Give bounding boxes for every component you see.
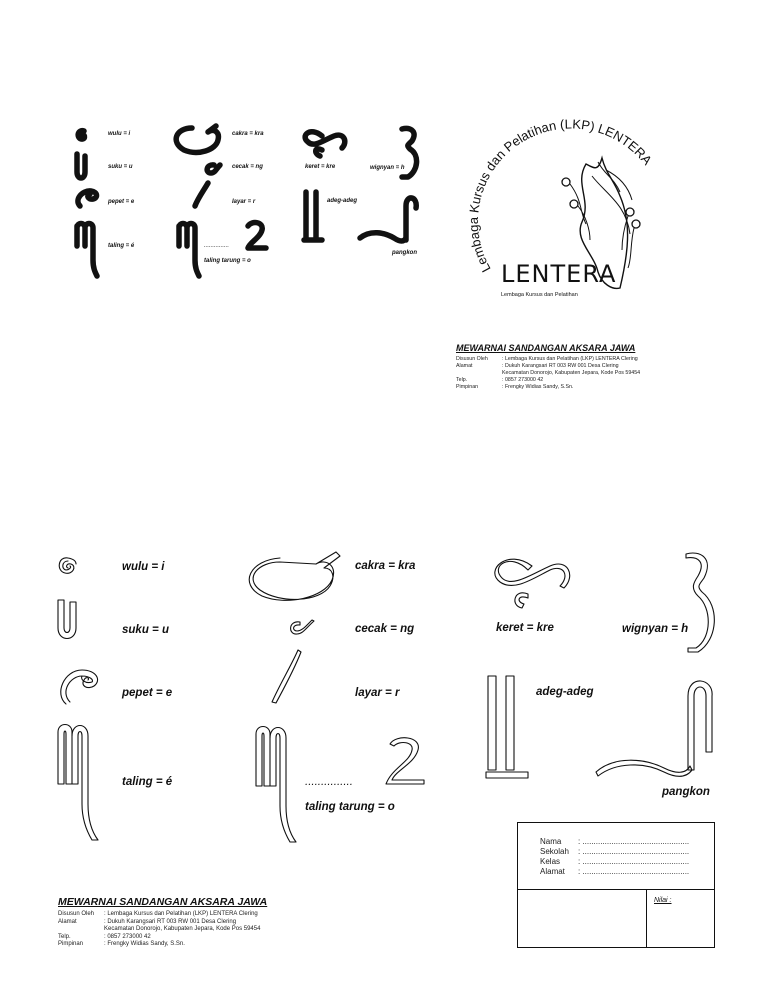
tarung-outline-glyph [384, 734, 428, 786]
tarung-glyph [244, 220, 268, 252]
wulu-outline-label: wulu = i [122, 561, 165, 573]
info-value: : Dukuh Karangsari RT 003 RW 001 Desa Clering [502, 363, 619, 369]
pepet-label: pepet = e [108, 199, 135, 205]
adeg-adeg-outline-glyph [484, 674, 532, 780]
adeg-adeg-outline-label: adeg-adeg [536, 686, 594, 698]
layar-outline-glyph [268, 648, 304, 706]
info-row [456, 356, 640, 363]
wulu-label: wulu = i [108, 131, 131, 137]
student-field-label: Sekolah [540, 847, 569, 856]
student-fields [540, 837, 689, 877]
student-field[interactable] [540, 867, 689, 877]
info-key: Alamat [456, 363, 473, 369]
box-divider [518, 889, 714, 890]
info-row [58, 941, 260, 949]
taling-tarung-outline-dots: ............... [305, 776, 353, 788]
cecak-outline-label: cecak = ng [355, 623, 415, 635]
student-field-label: Nama [540, 837, 562, 846]
info-value: : Frengky Widias Sandy, S.Sn. [502, 384, 574, 390]
wignyan-outline-label: wignyan = h [622, 623, 689, 635]
info-value: : Lembaga Kursus dan Pelatihan (LKP) LENTERA Clering [502, 356, 638, 362]
pangkon-label: pangkon [392, 250, 417, 256]
logo-name: LENTERA [501, 260, 617, 288]
info-value: : 0857 273000 42 [104, 933, 151, 940]
taling-outline-glyph [56, 724, 104, 844]
info-value: : 0857 273000 42 [502, 377, 544, 383]
info-key: Telp. [58, 933, 71, 940]
student-field[interactable] [540, 847, 689, 857]
layar-outline-label: layar = r [355, 687, 400, 699]
student-field[interactable] [540, 857, 689, 867]
wulu-outline-glyph [56, 555, 80, 577]
cakra-label: cakra = kra [232, 131, 264, 137]
suku-outline-glyph [56, 598, 78, 642]
info-row [456, 377, 640, 384]
layar-label: layar = r [232, 199, 256, 205]
info-value: Kecamatan Donorojo, Kabupaten Jepara, Kode Pos 59454 [104, 926, 261, 933]
student-field-label: Alamat [540, 867, 565, 876]
student-field-blank[interactable]: : ................................................ [578, 847, 690, 856]
suku-glyph [74, 152, 88, 182]
logo-arc-text: Lembaga Kursus dan Pelatihan (LKP) LENTERA [465, 116, 655, 275]
taling-tarung-dots: ............... [204, 243, 230, 249]
wignyan-label: wignyan = h [370, 165, 405, 171]
keret-outline-label: keret = kre [496, 622, 554, 634]
suku-outline-label: suku = u [122, 624, 169, 636]
taling-tarung-glyph [176, 220, 202, 278]
student-field[interactable] [540, 837, 689, 847]
student-field-label: Kelas [540, 857, 561, 866]
score-label: Nilai : [654, 897, 672, 904]
info-row [58, 911, 260, 919]
adeg-adeg-label: adeg-adeg [327, 198, 358, 204]
info-key: Pimpinan [58, 941, 84, 948]
cakra-glyph [170, 124, 230, 156]
info-row [456, 363, 640, 370]
info-key [58, 926, 104, 934]
info-row [58, 919, 260, 927]
taling-tarung-outline-glyph [254, 726, 302, 846]
taling-tarung-outline-label: taling tarung = o [305, 801, 395, 813]
taling-outline-label: taling = é [122, 776, 173, 788]
info-key: Alamat [58, 918, 77, 925]
adeg-adeg-glyph [300, 188, 326, 244]
logo-subtitle: Lembaga Kursus dan Pelatihan [501, 292, 578, 298]
bulb-icon [626, 208, 634, 216]
student-field-blank[interactable]: : ................................................ [578, 837, 690, 846]
pangkon-glyph [356, 192, 420, 248]
student-identity-box [517, 822, 715, 948]
pepet-glyph [74, 188, 100, 210]
wulu-glyph [74, 127, 90, 143]
info-row [58, 926, 260, 934]
info-value: : Frengky Widias Sandy, S.Sn. [104, 941, 185, 948]
cakra-outline-glyph [240, 550, 354, 604]
bulb-icon [570, 200, 578, 208]
bulb-icon [632, 220, 640, 228]
bulb-stems [570, 184, 634, 268]
pangkon-outline-glyph [592, 676, 720, 782]
pangkon-outline-label: pangkon [662, 786, 710, 798]
taling-glyph [74, 220, 100, 278]
worksheet-title: MEWARNAI SANDANGAN AKSARA JAWA [456, 343, 636, 353]
cecak-outline-glyph [284, 618, 316, 638]
info-row [456, 370, 640, 377]
keret-glyph [300, 126, 350, 160]
info-value: : Lembaga Kursus dan Pelatihan (LKP) LENTERA Clering [104, 911, 258, 917]
keret-label: keret = kre [305, 164, 336, 170]
layar-glyph [192, 180, 214, 210]
taling-tarung-label: taling tarung = o [204, 258, 251, 264]
worksheet-title-bottom: MEWARNAI SANDANGAN AKSARA JAWA [58, 896, 268, 908]
cecak-glyph [202, 162, 222, 176]
cecak-label: cecak = ng [232, 164, 263, 170]
pepet-outline-glyph [56, 666, 102, 708]
info-table-bottom [58, 911, 260, 949]
student-field-blank[interactable]: : ................................................ [578, 867, 690, 876]
info-value: Kecamatan Donorojo, Kabupaten Jepara, Kode Pos 59454 [502, 370, 641, 376]
pepet-outline-label: pepet = e [122, 687, 173, 699]
info-key: Telp. [456, 377, 468, 383]
info-table [456, 356, 640, 391]
bulb-icon [562, 178, 570, 186]
taling-label: taling = é [108, 243, 135, 249]
info-key: Disusun Oleh [456, 356, 488, 362]
info-key: Disusun Oleh [58, 911, 95, 917]
info-key [456, 370, 502, 377]
score-divider [646, 889, 647, 947]
student-field-blank[interactable]: : ................................................ [578, 857, 690, 866]
keret-outline-glyph [488, 548, 580, 612]
info-row [456, 384, 640, 391]
cakra-outline-label: cakra = kra [355, 560, 416, 572]
info-row [58, 934, 260, 942]
wignyan-outline-glyph [680, 548, 720, 660]
wignyan-glyph [398, 125, 422, 181]
suku-label: suku = u [108, 164, 133, 170]
info-value: : Dukuh Karangsari RT 003 RW 001 Desa Clering [104, 918, 237, 925]
info-key: Pimpinan [456, 384, 479, 390]
